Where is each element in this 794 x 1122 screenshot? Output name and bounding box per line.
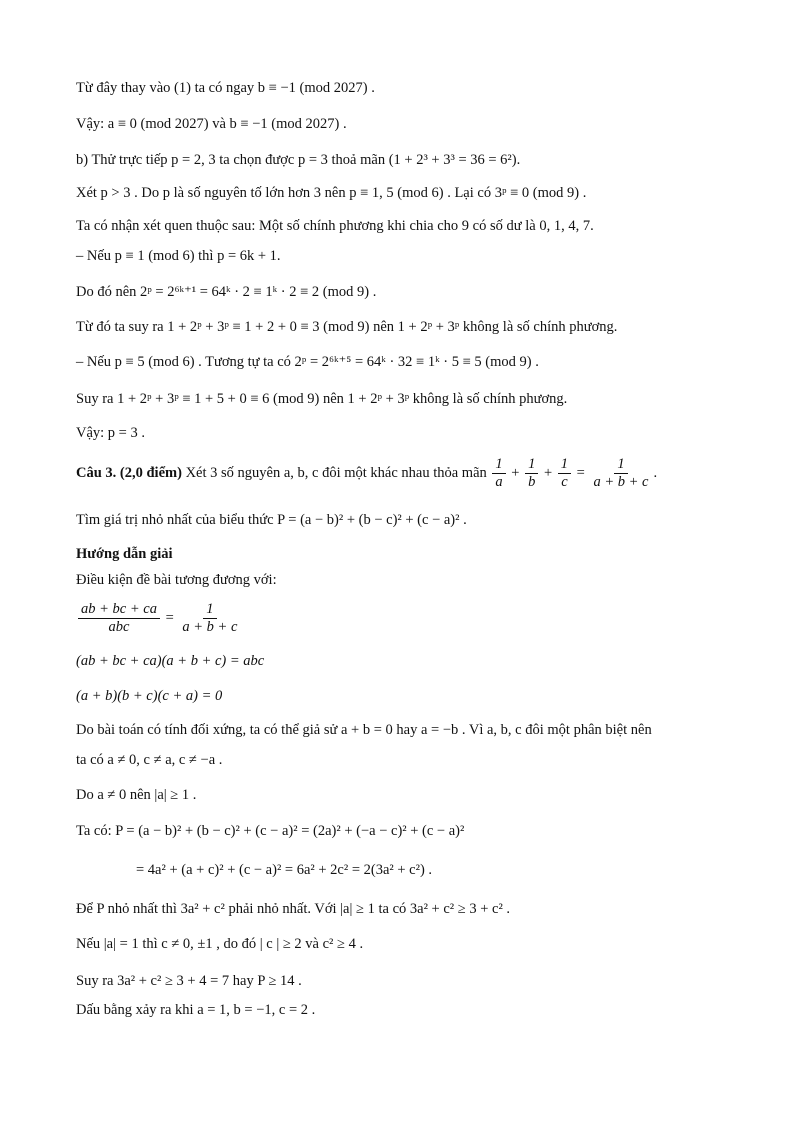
- equals-sign: =: [165, 610, 174, 626]
- text-line: Do đó nên 2ᵖ = 2⁶ᵏ⁺¹ = 64ᵏ · 2 ≡ 1ᵏ · 2 ≡ 2 (mod 9) .: [76, 284, 377, 300]
- text-line: Ta có: P = (a − b)² + (b − c)² + (c − a)² = (2a)² + (−a − c)² + (c − a)²: [76, 823, 465, 839]
- text-line: Suy ra 1 + 2ᵖ + 3ᵖ ≡ 1 + 5 + 0 ≡ 6 (mod 9) nên 1 + 2ᵖ + 3ᵖ không là số chính phương.: [76, 391, 568, 407]
- task-line: Tìm giá trị nhỏ nhất của biểu thức P = (a − b)² + (b − c)² + (c − a)² .: [76, 512, 467, 528]
- text-line: Để P nhỏ nhất thì 3a² + c² phải nhỏ nhất. Với |a| ≥ 1 ta có 3a² + c² ≥ 3 + c² .: [76, 901, 511, 917]
- fraction: [525, 456, 538, 491]
- numerator: ab + bc + ca: [78, 601, 160, 619]
- fraction: [179, 601, 240, 636]
- fraction: [590, 456, 651, 491]
- text-line: Từ đây thay vào (1) ta có ngay b ≡ −1 (mod 2027) .: [76, 80, 375, 96]
- equals-sign: =: [576, 465, 585, 481]
- denominator: c: [561, 474, 568, 491]
- equation-line: (a + b)(b + c)(c + a) = 0: [76, 688, 223, 704]
- plus-sign: +: [511, 465, 520, 481]
- denominator: a + b + c: [182, 619, 238, 636]
- text-line: ta có a ≠ 0, c ≠ a, c ≠ −a .: [76, 752, 223, 768]
- denominator: a + b + c: [593, 474, 649, 491]
- fraction: [558, 456, 571, 491]
- text-line: Vậy: p = 3 .: [76, 425, 145, 441]
- denominator: abc: [108, 619, 130, 636]
- text-line: Vậy: a ≡ 0 (mod 2027) và b ≡ −1 (mod 2027) .: [76, 116, 347, 132]
- solution-heading: Hướng dẫn giải: [76, 546, 173, 562]
- text-line: Dấu bằng xảy ra khi a = 1, b = −1, c = 2 .: [76, 1002, 316, 1018]
- denominator: a: [495, 474, 503, 491]
- question-line: [76, 456, 657, 491]
- text-line: Do bài toán có tính đối xứng, ta có thể giả sử a + b = 0 hay a = −b . Vì a, b, c đôi một phân biệt nên: [76, 722, 652, 738]
- numerator: 1: [492, 456, 505, 474]
- text-line: Từ đó ta suy ra 1 + 2ᵖ + 3ᵖ ≡ 1 + 2 + 0 ≡ 3 (mod 9) nên 1 + 2ᵖ + 3ᵖ không là số chính phương.: [76, 319, 618, 335]
- text-line: – Nếu p ≡ 5 (mod 6) . Tương tự ta có 2ᵖ = 2⁶ᵏ⁺⁵ = 64ᵏ · 32 ≡ 1ᵏ · 5 ≡ 5 (mod 9) .: [76, 354, 539, 370]
- text-line: Suy ra 3a² + c² ≥ 3 + 4 = 7 hay P ≥ 14 .: [76, 973, 302, 989]
- numerator: 1: [525, 456, 538, 474]
- denominator: b: [528, 474, 536, 491]
- text-line: Nếu |a| = 1 thì c ≠ 0, ±1 , do đó | c | ≥ 2 và c² ≥ 4 .: [76, 936, 364, 952]
- question-text: Xét 3 số nguyên a, b, c đôi một khác nhau thỏa mãn: [181, 465, 491, 481]
- numerator: 1: [558, 456, 571, 474]
- question-label: Câu 3. (2,0 điểm): [76, 465, 182, 481]
- fraction: [492, 456, 505, 491]
- fraction: [78, 601, 160, 636]
- solution-intro: Điều kiện đề bài tương đương với:: [76, 572, 277, 588]
- numerator: 1: [614, 456, 627, 474]
- numerator: 1: [203, 601, 216, 619]
- text-line: Do a ≠ 0 nên |a| ≥ 1 .: [76, 787, 197, 803]
- text-line: Xét p > 3 . Do p là số nguyên tố lớn hơn 3 nên p ≡ 1, 5 (mod 6) . Lại có 3ᵖ ≡ 0 (mod 9) .: [76, 185, 587, 201]
- equation-line: (ab + bc + ca)(a + b + c) = abc: [76, 653, 265, 669]
- text-line: = 4a² + (a + c)² + (c − a)² = 6a² + 2c² = 2(3a² + c²) .: [136, 862, 433, 878]
- equation-fraction-line: [76, 598, 242, 638]
- period: .: [653, 465, 658, 481]
- text-line: – Nếu p ≡ 1 (mod 6) thì p = 6k + 1.: [76, 248, 281, 264]
- text-line: Ta có nhận xét quen thuộc sau: Một số chính phương khi chia cho 9 có số dư là 0, 1, 4, 7.: [76, 218, 594, 234]
- text-line: b) Thử trực tiếp p = 2, 3 ta chọn được p = 3 thoả mãn (1 + 2³ + 3³ = 36 = 6²).: [76, 152, 521, 168]
- plus-sign: +: [543, 465, 553, 481]
